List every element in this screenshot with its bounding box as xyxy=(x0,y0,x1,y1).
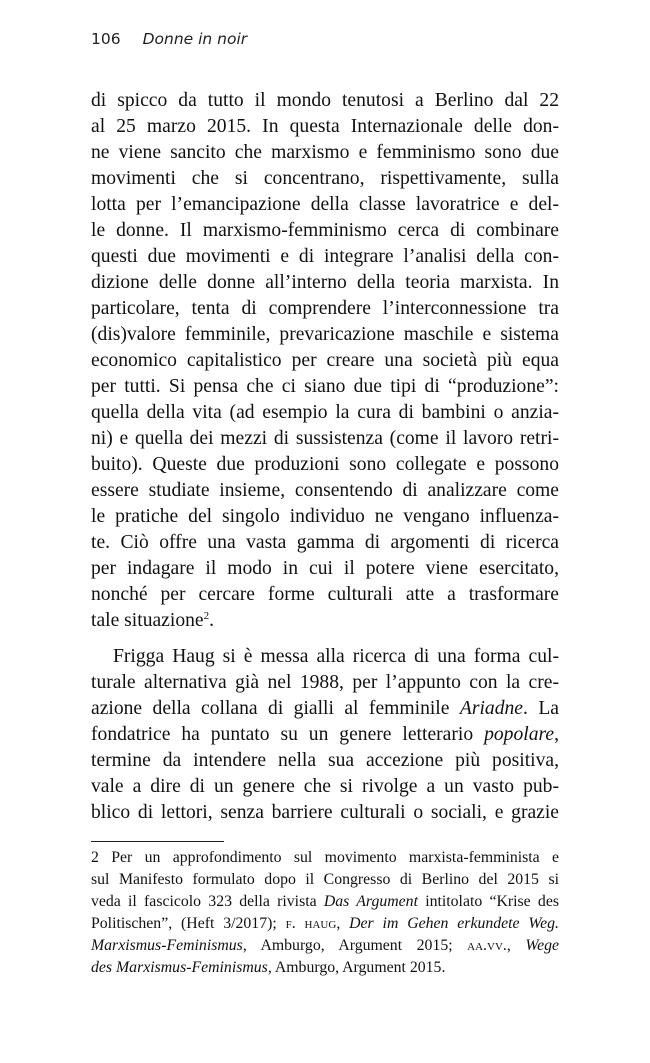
text-line: quella della vita (ad esempio la cura di bambini o anzia- xyxy=(91,402,559,423)
text-line: le pratiche del singolo individuo ne vengano influenza- xyxy=(91,506,559,527)
journal-title: Das Argument xyxy=(323,893,418,910)
footnote-reference[interactable]: 2 xyxy=(203,610,210,622)
book-title: des Marxismus-Feminismus xyxy=(91,959,268,976)
footnote-line xyxy=(91,891,559,913)
text-line: turale alternativa già nel 1988, per l’appunto con la cre- xyxy=(91,672,559,693)
text-line: economico capitalistico per creare una società più equa xyxy=(91,350,559,371)
text-line: blico di lettori, senza barriere culturali o sociali, e grazie xyxy=(91,802,559,823)
text-line: al 25 marzo 2015. In questa Internazionale delle don- xyxy=(91,116,559,137)
text-fragment: veda il fascicolo 323 della rivista xyxy=(91,893,317,910)
text-line: ne viene sancito che marxismo e femminismo sono due xyxy=(91,142,559,163)
footnote-separator xyxy=(91,841,224,842)
text-line: questi due movimenti e di integrare l’analisi della con- xyxy=(91,246,559,267)
text-line: te. Ciò offre una vasta gamma di argomenti di ricerca xyxy=(91,532,559,553)
text-line: per indagare il modo in cui il potere viene esercitato, xyxy=(91,558,559,579)
paragraph-1 xyxy=(91,88,559,634)
text-line: nonché per cercare forme culturali atte a trasformare xyxy=(91,584,559,605)
text-line: (dis)valore femminile, prevaricazione maschile e sistema xyxy=(91,324,559,345)
text-fragment: fondatrice ha puntato su un genere letterario xyxy=(91,724,474,745)
text-fragment: , xyxy=(554,724,559,745)
text-line: lotta per l’emancipazione della classe lavoratrice e del- xyxy=(91,194,559,215)
text-line: buito). Queste due produzioni sono collegate e possono xyxy=(91,454,559,475)
text-fragment: , Amburgo, Argument 2015. xyxy=(267,959,446,976)
paragraph-2 xyxy=(91,644,559,826)
text-line: movimenti che si concentrano, rispettivamente, sulla xyxy=(91,168,559,189)
text-fragment: Per un approfondimento sul movimento marxista-femminista e xyxy=(111,849,560,866)
emphasis: popolare xyxy=(484,724,555,745)
text-fragment: azione della collana di gialli al femminile xyxy=(91,698,450,719)
author-name: aa.vv. xyxy=(467,937,507,954)
text-line xyxy=(91,696,559,722)
text-line: ni) e quella dei mezzi di sussistenza (come il lavoro retri- xyxy=(91,428,559,449)
footnote-line xyxy=(91,847,559,869)
footnote xyxy=(91,847,559,979)
text-fragment: tale situazione xyxy=(91,610,204,631)
author-name: f. haug xyxy=(285,915,337,932)
text-line: particolare, tenta di comprendere l’interconnessione tra xyxy=(91,298,559,319)
text-line: Frigga Haug si è messa alla ricerca di una forma cul- xyxy=(113,646,559,667)
text-line xyxy=(91,722,559,748)
footnote-line xyxy=(91,957,559,979)
text-line: dizione delle donne all’interno della teoria marxista. In xyxy=(91,272,559,293)
page-number: 106 xyxy=(91,30,121,48)
series-title: Ariadne xyxy=(459,698,523,719)
running-title: Donne in noir xyxy=(142,30,248,48)
text-fragment: , Amburgo, Argument 2015; xyxy=(242,937,453,954)
text-line: termine da intendere nella sua accezione più positiva, xyxy=(91,750,559,771)
book-title: Wege xyxy=(525,937,559,954)
footnote-line xyxy=(91,935,559,957)
book-title: Der im Gehen erkundete Weg. xyxy=(349,915,559,932)
text-line: le donne. Il marxismo-femminismo cerca di combinare xyxy=(91,220,559,241)
footnote-line: sul Manifesto formulato dopo il Congresso di Berlino del 2015 si xyxy=(91,871,559,888)
text-line: di spicco da tutto il mondo tenutosi a Berlino dal 22 xyxy=(91,90,559,111)
text-fragment: , xyxy=(506,937,511,954)
body-text xyxy=(91,88,559,826)
text-line: per tutti. Si pensa che ci siano due tipi di “produzione”: xyxy=(91,376,559,397)
footnote-line xyxy=(91,913,559,935)
text-fragment: intitolato “Krise des xyxy=(425,893,559,910)
footnote-number: 2 xyxy=(91,849,99,866)
text-line: tale situazione$^2$. xyxy=(91,610,215,631)
text-fragment: , xyxy=(336,915,341,932)
book-title: Marxismus-Feminismus xyxy=(91,937,243,954)
text-fragment: Politischen”, (Heft 3/2017); xyxy=(91,915,277,932)
text-fragment: . La xyxy=(523,698,559,719)
text-line: vale a dire di un genere che si rivolge a un vasto pub- xyxy=(91,776,559,797)
running-head xyxy=(91,30,247,60)
text-line: essere studiate insieme, consentendo di analizzare come xyxy=(91,480,559,501)
